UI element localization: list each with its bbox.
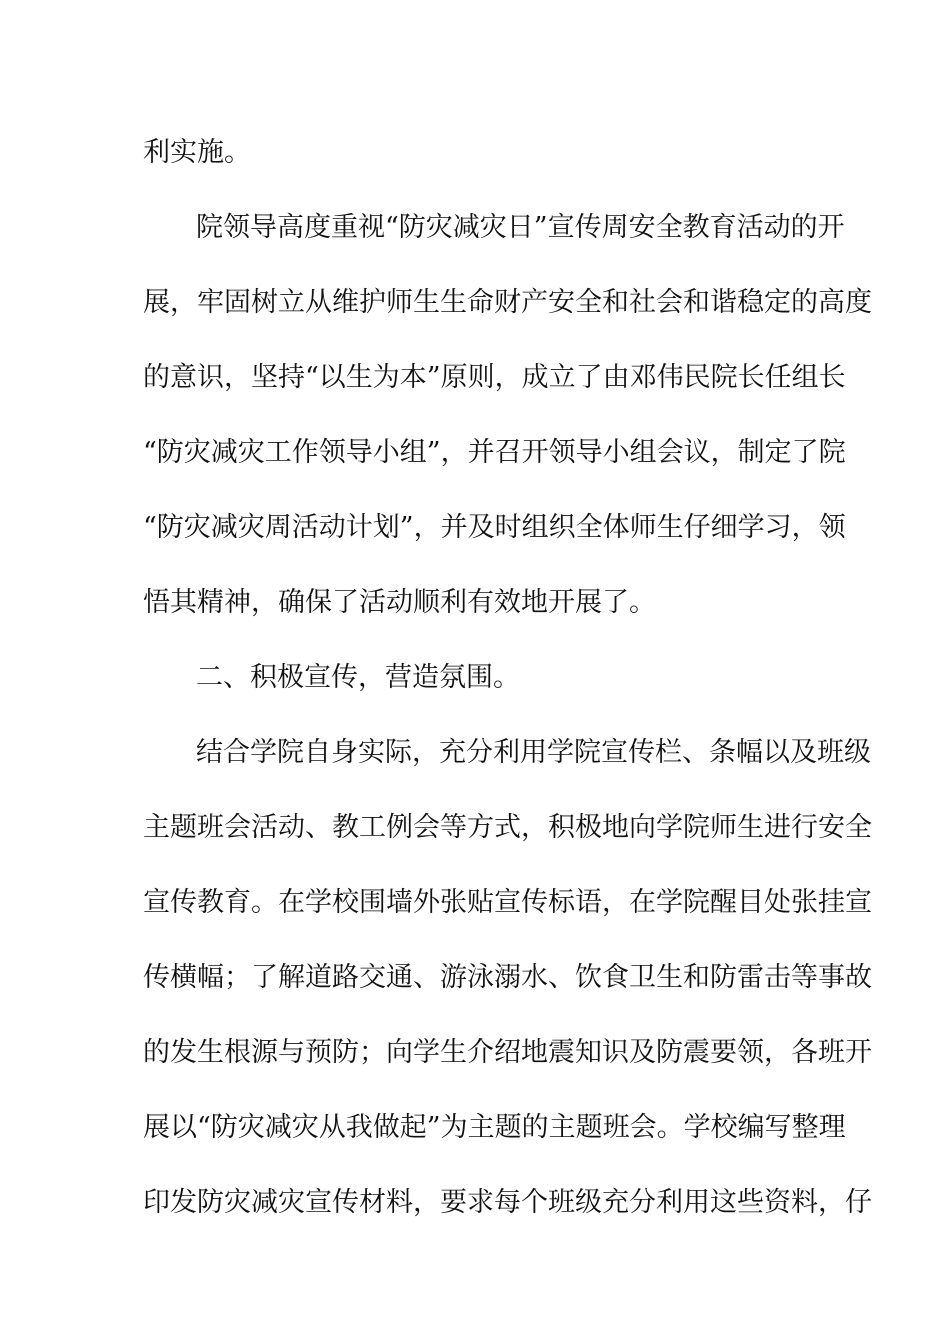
text-line: 宣传教育。在学校围墙外张贴宣传标语，在学院醒目处张挂宣 xyxy=(143,887,872,918)
text-line: 印发防灾减灾宣传材料，要求每个班级充分利用这些资料，仔 xyxy=(143,1187,872,1218)
text-line: 悟其精神，确保了活动顺利有效地开展了。 xyxy=(143,587,656,618)
text-line: “防灾减灾周活动计划”，并及时组织全体师生仔细学习，领 xyxy=(143,512,846,543)
paragraph-start-line: 院领导高度重视“防灾减灾日”宣传周安全教育活动的开 xyxy=(196,212,845,243)
text-line: 的意识，坚持“以生为本”原则，成立了由邓伟民院长任组长 xyxy=(143,362,846,393)
paragraph-start-line: 结合学院自身实际，充分利用学院宣传栏、条幅以及班级 xyxy=(196,737,871,768)
text-line: 传横幅；了解道路交通、游泳溺水、饮食卫生和防雷击等事故 xyxy=(143,962,872,993)
text-line: 利实施。 xyxy=(143,137,251,168)
text-line: 的发生根源与预防；向学生介绍地震知识及防震要领，各班开 xyxy=(143,1037,872,1068)
text-line: “防灾减灾工作领导小组”，并召开领导小组会议，制定了院 xyxy=(143,437,846,468)
text-line: 展，牢固树立从维护师生生命财产安全和社会和谐稳定的高度 xyxy=(143,287,872,318)
text-line: 展以“防灾减灾从我做起”为主题的主题班会。学校编写整理 xyxy=(143,1112,846,1143)
text-line: 主题班会活动、教工例会等方式，积极地向学院师生进行安全 xyxy=(143,812,872,843)
section-heading: 二、积极宣传，营造氛围。 xyxy=(196,662,520,693)
